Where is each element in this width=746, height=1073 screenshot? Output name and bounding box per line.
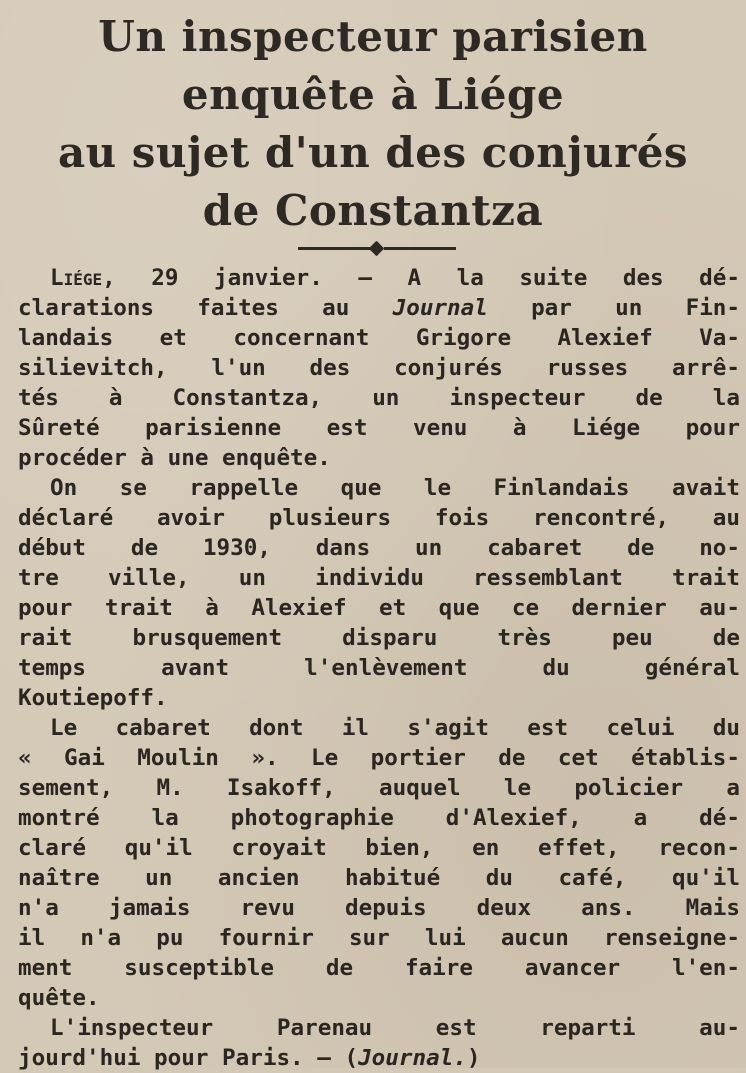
- paragraph-1-line-5: tés à Constantza, un inspecteur de la: [18, 385, 740, 411]
- paragraph-2-line-7: temps avant l'enlèvement du général: [18, 655, 740, 681]
- dateline: Liége: [50, 265, 103, 291]
- paragraph-1-line-1: Liége, 29 janvier. — A la suite des dé-: [50, 265, 740, 291]
- paragraph-1-line-6: Sûreté parisienne est venu à Liége pour: [18, 415, 740, 441]
- paragraph-3-line-7: n'a jamais revu depuis deux ans. Mais: [18, 895, 740, 921]
- paragraph-1-line-7: procéder à une enquête.: [18, 445, 331, 471]
- source-credit: Journal.: [358, 1045, 467, 1071]
- paragraph-2-line-8: Koutiepoff.: [18, 685, 168, 711]
- headline-line-4: de Constantza: [202, 186, 544, 235]
- paragraph-4-line-1: L'inspecteur Parenau est reparti au-: [50, 1015, 740, 1041]
- paragraph-2-line-3: début de 1930, dans un cabaret de no-: [18, 535, 740, 561]
- paragraph-3-line-8: il n'a pu fournir sur lui aucun renseigne-: [18, 925, 740, 951]
- headline: [0, 8, 746, 240]
- headline-line-1: Un inspecteur parisien: [98, 12, 648, 61]
- headline-line-2: enquête à Liége: [181, 70, 565, 119]
- paragraph-3-line-10: quête.: [18, 985, 100, 1011]
- paragraph-3-line-4: montré la photographie d'Alexief, a dé-: [18, 805, 740, 831]
- divider-line-left: [298, 247, 370, 250]
- paragraph-2-line-4: tre ville, un individu ressemblant trait: [18, 565, 740, 591]
- paragraph-2-line-2: déclaré avoir plusieurs fois rencontré, au: [18, 505, 740, 531]
- ornamental-divider: [298, 243, 456, 253]
- paragraph-4-line-2: jourd'hui pour Paris. — (Journal.): [18, 1045, 481, 1071]
- top-rule-fragment: [300, 0, 450, 2]
- divider-line-right: [384, 247, 456, 250]
- newspaper-title: Journal: [392, 295, 488, 321]
- paragraph-1-line-2: clarations faites au Journal par un Fin-: [18, 295, 741, 321]
- paragraph-3-line-1: Le cabaret dont il s'agit est celui du: [50, 715, 740, 741]
- divider-diamond: [369, 241, 385, 257]
- paragraph-3-line-3: sement, M. Isakoff, auquel le policier a: [18, 775, 740, 801]
- paragraph-1-line-3: landais et concernant Grigore Alexief Va-: [18, 325, 740, 351]
- paragraph-2-line-5: pour trait à Alexief et que ce dernier au-: [18, 595, 740, 621]
- paragraph-2-line-6: rait brusquement disparu très peu de: [18, 625, 740, 651]
- paragraph-2-line-1: On se rappelle que le Finlandais avait: [50, 475, 740, 501]
- paragraph-3-line-9: ment susceptible de faire avancer l'en-: [18, 955, 740, 981]
- paragraph-3-line-2: « Gai Moulin ». Le portier de cet établis-: [18, 745, 740, 771]
- paragraph-3-line-5: claré qu'il croyait bien, en effet, recon-: [18, 835, 740, 861]
- headline-line-3: au sujet d'un des conjurés: [57, 128, 689, 177]
- paragraph-3-line-6: naître un ancien habitué du café, qu'il: [18, 865, 740, 891]
- article-body: [18, 263, 740, 1073]
- paragraph-1-line-4: silievitch, l'un des conjurés russes arrê-: [18, 355, 740, 381]
